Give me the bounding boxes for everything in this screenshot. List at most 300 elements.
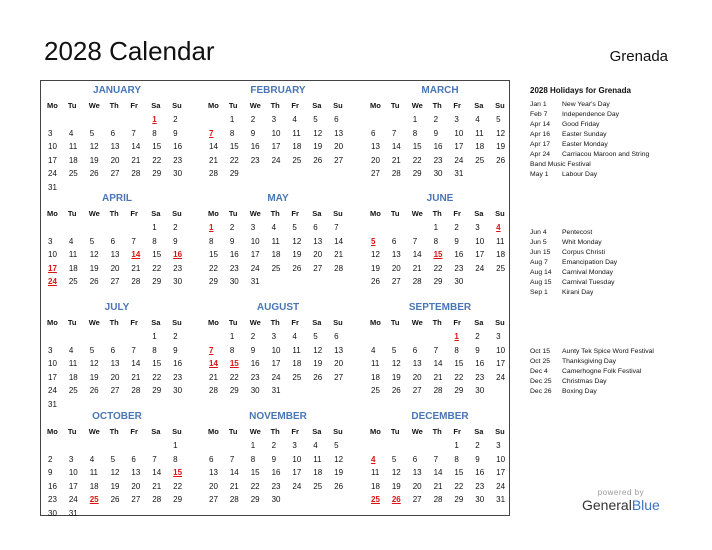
day-cell[interactable]: 15	[250, 468, 260, 477]
day-cell[interactable]: 11	[68, 142, 78, 151]
holiday-day-cell[interactable]: 17	[48, 263, 57, 273]
day-cell[interactable]: 10	[292, 454, 302, 464]
day-cell[interactable]: 4	[271, 223, 277, 232]
holiday-day-cell[interactable]: 14	[209, 359, 218, 368]
day-cell[interactable]: 12	[334, 454, 344, 464]
day-cell[interactable]: 29	[229, 169, 239, 178]
day-cell[interactable]: 7	[433, 454, 439, 464]
day-cell[interactable]: 10	[68, 468, 78, 477]
day-cell[interactable]: 24	[292, 481, 302, 491]
day-cell[interactable]: 26	[371, 277, 380, 286]
day-cell[interactable]: 22	[229, 155, 239, 165]
day-cell[interactable]: 14	[152, 468, 162, 477]
day-cell[interactable]: 1	[433, 223, 439, 232]
day-cell[interactable]: 31	[454, 169, 464, 178]
day-cell[interactable]: 29	[152, 277, 162, 286]
day-cell[interactable]: 17	[68, 481, 78, 491]
day-cell[interactable]: 13	[412, 468, 422, 477]
day-cell[interactable]: 17	[454, 142, 464, 151]
day-cell[interactable]: 20	[313, 250, 323, 259]
day-cell[interactable]: 11	[313, 454, 322, 464]
day-cell[interactable]: 27	[334, 372, 344, 382]
day-cell[interactable]: 19	[110, 481, 120, 491]
day-cell[interactable]: 10	[271, 345, 281, 355]
day-cell[interactable]: 27	[313, 263, 323, 273]
day-cell[interactable]: 11	[271, 236, 280, 246]
day-cell[interactable]: 30	[229, 277, 239, 286]
day-cell[interactable]: 28	[229, 495, 239, 504]
day-cell[interactable]: 22	[454, 372, 464, 382]
day-cell[interactable]: 8	[433, 236, 439, 246]
day-cell[interactable]: 22	[433, 263, 443, 273]
day-cell[interactable]: 16	[475, 468, 485, 477]
day-cell[interactable]: 13	[391, 250, 401, 259]
day-cell[interactable]: 30	[475, 386, 485, 395]
day-cell[interactable]: 26	[292, 263, 302, 273]
day-cell[interactable]: 1	[152, 223, 157, 232]
day-cell[interactable]: 8	[412, 128, 418, 138]
holiday-day-cell[interactable]: 5	[371, 236, 376, 246]
day-cell[interactable]: 22	[173, 481, 183, 491]
day-cell[interactable]: 18	[371, 481, 380, 491]
day-cell[interactable]: 9	[250, 345, 256, 355]
day-cell[interactable]: 25	[313, 481, 323, 491]
day-cell[interactable]: 9	[475, 454, 480, 464]
day-cell[interactable]: 29	[412, 169, 422, 178]
day-cell[interactable]: 14	[131, 142, 141, 151]
day-cell[interactable]: 28	[209, 386, 218, 395]
day-cell[interactable]: 8	[173, 454, 178, 464]
day-cell[interactable]: 2	[250, 332, 256, 341]
day-cell[interactable]: 22	[250, 481, 260, 491]
day-cell[interactable]: 21	[131, 155, 141, 165]
day-cell[interactable]: 20	[371, 155, 380, 165]
day-cell[interactable]: 5	[313, 332, 318, 341]
day-cell[interactable]: 21	[433, 481, 443, 491]
day-cell[interactable]: 13	[371, 142, 380, 151]
day-cell[interactable]: 6	[110, 128, 116, 138]
day-cell[interactable]: 20	[412, 372, 422, 382]
day-cell[interactable]: 12	[89, 142, 99, 151]
day-cell[interactable]: 27	[131, 495, 141, 504]
day-cell[interactable]: 21	[412, 263, 422, 273]
day-cell[interactable]: 31	[271, 386, 281, 395]
day-cell[interactable]: 25	[68, 277, 78, 286]
day-cell[interactable]: 5	[89, 236, 95, 246]
day-cell[interactable]: 5	[391, 345, 397, 355]
day-cell[interactable]: 5	[292, 223, 297, 232]
day-cell[interactable]: 3	[454, 115, 459, 124]
day-cell[interactable]: 8	[229, 128, 235, 138]
day-cell[interactable]: 29	[209, 277, 218, 286]
day-cell[interactable]: 9	[271, 454, 277, 464]
day-cell[interactable]: 20	[412, 481, 422, 491]
day-cell[interactable]: 24	[250, 263, 260, 273]
day-cell[interactable]: 16	[48, 481, 57, 491]
day-cell[interactable]: 13	[334, 128, 344, 138]
day-cell[interactable]: 27	[110, 169, 120, 178]
day-cell[interactable]: 31	[496, 495, 506, 504]
day-cell[interactable]: 22	[152, 263, 162, 273]
day-cell[interactable]: 28	[412, 277, 422, 286]
day-cell[interactable]: 21	[391, 155, 401, 165]
holiday-day-cell[interactable]: 4	[371, 454, 376, 464]
day-cell[interactable]: 10	[48, 250, 57, 259]
day-cell[interactable]: 15	[152, 142, 162, 151]
day-cell[interactable]: 1	[229, 115, 235, 124]
day-cell[interactable]: 16	[250, 142, 260, 151]
day-cell[interactable]: 8	[454, 345, 459, 355]
day-cell[interactable]: 8	[152, 128, 157, 138]
day-cell[interactable]: 11	[292, 128, 301, 138]
holiday-day-cell[interactable]: 1	[152, 115, 157, 124]
day-cell[interactable]: 13	[131, 468, 141, 477]
day-cell[interactable]: 5	[89, 345, 95, 355]
day-cell[interactable]: 24	[454, 155, 464, 165]
day-cell[interactable]: 3	[250, 223, 256, 232]
day-cell[interactable]: 21	[209, 155, 218, 165]
day-cell[interactable]: 3	[475, 223, 480, 232]
day-cell[interactable]: 11	[371, 359, 380, 368]
day-cell[interactable]: 28	[391, 169, 401, 178]
day-cell[interactable]: 12	[371, 250, 380, 259]
day-cell[interactable]: 18	[496, 250, 506, 259]
day-cell[interactable]: 26	[496, 155, 506, 165]
day-cell[interactable]: 29	[250, 495, 260, 504]
day-cell[interactable]: 14	[131, 359, 141, 368]
day-cell[interactable]: 16	[475, 359, 485, 368]
day-cell[interactable]: 18	[313, 468, 323, 477]
day-cell[interactable]: 16	[229, 250, 239, 259]
day-cell[interactable]: 28	[131, 386, 141, 395]
day-cell[interactable]: 24	[475, 263, 485, 273]
day-cell[interactable]: 6	[110, 345, 116, 355]
day-cell[interactable]: 20	[110, 155, 120, 165]
day-cell[interactable]: 13	[110, 359, 120, 368]
day-cell[interactable]: 5	[89, 128, 95, 138]
day-cell[interactable]: 23	[173, 155, 183, 165]
day-cell[interactable]: 8	[454, 454, 459, 464]
day-cell[interactable]: 2	[229, 223, 235, 232]
day-cell[interactable]: 30	[173, 169, 183, 178]
holiday-day-cell[interactable]: 7	[209, 128, 214, 138]
day-cell[interactable]: 23	[229, 263, 239, 273]
day-cell[interactable]: 12	[292, 236, 302, 246]
day-cell[interactable]: 17	[250, 250, 260, 259]
day-cell[interactable]: 14	[433, 468, 443, 477]
day-cell[interactable]: 14	[433, 359, 443, 368]
day-cell[interactable]: 21	[152, 481, 162, 491]
day-cell[interactable]: 16	[433, 142, 443, 151]
day-cell[interactable]: 29	[454, 386, 464, 395]
day-cell[interactable]: 3	[48, 236, 53, 246]
day-cell[interactable]: 13	[334, 345, 344, 355]
day-cell[interactable]: 5	[313, 115, 318, 124]
day-cell[interactable]: 10	[454, 128, 464, 138]
day-cell[interactable]: 18	[371, 372, 380, 382]
day-cell[interactable]: 23	[173, 263, 183, 273]
day-cell[interactable]: 26	[334, 481, 344, 491]
day-cell[interactable]: 23	[475, 481, 485, 491]
day-cell[interactable]: 25	[292, 155, 302, 165]
day-cell[interactable]: 5	[496, 115, 501, 124]
day-cell[interactable]: 30	[173, 277, 183, 286]
day-cell[interactable]: 2	[475, 441, 480, 450]
day-cell[interactable]: 23	[433, 155, 443, 165]
day-cell[interactable]: 1	[152, 332, 157, 341]
day-cell[interactable]: 4	[371, 345, 376, 355]
day-cell[interactable]: 9	[48, 468, 53, 477]
day-cell[interactable]: 24	[48, 169, 57, 178]
day-cell[interactable]: 4	[313, 441, 318, 450]
day-cell[interactable]: 26	[313, 372, 323, 382]
day-cell[interactable]: 6	[412, 454, 418, 464]
day-cell[interactable]: 5	[391, 454, 397, 464]
day-cell[interactable]: 7	[229, 454, 235, 464]
day-cell[interactable]: 18	[89, 481, 99, 491]
day-cell[interactable]: 30	[173, 386, 183, 395]
day-cell[interactable]: 9	[173, 345, 178, 355]
day-cell[interactable]: 25	[271, 263, 281, 273]
day-cell[interactable]: 27	[412, 495, 422, 504]
holiday-day-cell[interactable]: 4	[496, 223, 501, 232]
day-cell[interactable]: 13	[110, 250, 120, 259]
day-cell[interactable]: 7	[412, 236, 418, 246]
holiday-day-cell[interactable]: 15	[433, 250, 443, 259]
day-cell[interactable]: 26	[110, 495, 120, 504]
day-cell[interactable]: 28	[209, 169, 218, 178]
day-cell[interactable]: 3	[48, 128, 53, 138]
day-cell[interactable]: 24	[271, 155, 281, 165]
day-cell[interactable]: 30	[48, 508, 57, 518]
day-cell[interactable]: 2	[48, 454, 53, 464]
day-cell[interactable]: 25	[475, 155, 485, 165]
day-cell[interactable]: 9	[433, 128, 439, 138]
day-cell[interactable]: 12	[89, 359, 99, 368]
day-cell[interactable]: 15	[209, 250, 218, 259]
day-cell[interactable]: 10	[496, 454, 506, 464]
day-cell[interactable]: 16	[250, 359, 260, 368]
day-cell[interactable]: 12	[391, 468, 401, 477]
day-cell[interactable]: 24	[271, 372, 281, 382]
day-cell[interactable]: 29	[152, 386, 162, 395]
day-cell[interactable]: 17	[475, 250, 485, 259]
day-cell[interactable]: 15	[454, 468, 464, 477]
day-cell[interactable]: 8	[250, 454, 256, 464]
day-cell[interactable]: 30	[433, 169, 443, 178]
day-cell[interactable]: 12	[89, 250, 99, 259]
day-cell[interactable]: 19	[391, 372, 401, 382]
day-cell[interactable]: 18	[292, 359, 302, 368]
day-cell[interactable]: 10	[475, 236, 485, 246]
day-cell[interactable]: 11	[89, 468, 99, 477]
day-cell[interactable]: 20	[209, 481, 218, 491]
holiday-day-cell[interactable]: 16	[173, 250, 183, 259]
day-cell[interactable]: 24	[496, 372, 506, 382]
day-cell[interactable]: 9	[250, 128, 256, 138]
day-cell[interactable]: 21	[433, 372, 443, 382]
day-cell[interactable]: 23	[454, 263, 464, 273]
day-cell[interactable]: 28	[433, 386, 443, 395]
day-cell[interactable]: 2	[173, 115, 178, 124]
day-cell[interactable]: 23	[250, 372, 260, 382]
day-cell[interactable]: 25	[68, 169, 78, 178]
day-cell[interactable]: 27	[391, 277, 401, 286]
day-cell[interactable]: 22	[152, 372, 162, 382]
day-cell[interactable]: 18	[68, 155, 78, 165]
day-cell[interactable]: 16	[454, 250, 464, 259]
day-cell[interactable]: 19	[313, 359, 323, 368]
day-cell[interactable]: 19	[89, 372, 99, 382]
day-cell[interactable]: 11	[68, 359, 78, 368]
day-cell[interactable]: 6	[131, 454, 136, 464]
holiday-day-cell[interactable]: 15	[229, 359, 239, 368]
day-cell[interactable]: 10	[250, 236, 260, 246]
day-cell[interactable]: 15	[412, 142, 422, 151]
day-cell[interactable]: 10	[271, 128, 281, 138]
day-cell[interactable]: 4	[475, 115, 480, 124]
day-cell[interactable]: 6	[313, 223, 318, 232]
day-cell[interactable]: 12	[496, 128, 506, 138]
holiday-day-cell[interactable]: 25	[371, 495, 380, 504]
day-cell[interactable]: 23	[271, 481, 281, 491]
day-cell[interactable]: 28	[152, 495, 162, 504]
day-cell[interactable]: 3	[48, 345, 53, 355]
day-cell[interactable]: 3	[271, 115, 277, 124]
day-cell[interactable]: 13	[110, 142, 120, 151]
day-cell[interactable]: 24	[48, 386, 57, 395]
day-cell[interactable]: 15	[229, 142, 239, 151]
day-cell[interactable]: 1	[250, 441, 256, 450]
day-cell[interactable]: 30	[475, 495, 485, 504]
day-cell[interactable]: 11	[475, 128, 484, 138]
day-cell[interactable]: 16	[173, 359, 183, 368]
day-cell[interactable]: 7	[152, 454, 157, 464]
day-cell[interactable]: 17	[496, 468, 506, 477]
day-cell[interactable]: 2	[173, 223, 178, 232]
day-cell[interactable]: 29	[433, 277, 443, 286]
day-cell[interactable]: 28	[334, 263, 344, 273]
day-cell[interactable]: 22	[209, 263, 218, 273]
day-cell[interactable]: 7	[391, 128, 397, 138]
day-cell[interactable]: 4	[68, 128, 74, 138]
day-cell[interactable]: 20	[391, 263, 401, 273]
day-cell[interactable]: 8	[209, 236, 214, 246]
day-cell[interactable]: 8	[152, 236, 157, 246]
day-cell[interactable]: 30	[250, 386, 260, 395]
day-cell[interactable]: 14	[209, 142, 218, 151]
day-cell[interactable]: 21	[209, 372, 218, 382]
day-cell[interactable]: 7	[433, 345, 439, 355]
day-cell[interactable]: 26	[89, 386, 99, 395]
day-cell[interactable]: 11	[496, 236, 505, 246]
day-cell[interactable]: 4	[292, 332, 297, 341]
day-cell[interactable]: 27	[209, 495, 218, 504]
day-cell[interactable]: 14	[334, 236, 344, 246]
day-cell[interactable]: 25	[68, 386, 78, 395]
day-cell[interactable]: 31	[48, 399, 57, 409]
day-cell[interactable]: 21	[131, 372, 141, 382]
day-cell[interactable]: 23	[173, 372, 183, 382]
day-cell[interactable]: 7	[131, 128, 136, 138]
day-cell[interactable]: 30	[271, 495, 281, 504]
day-cell[interactable]: 18	[68, 372, 78, 382]
day-cell[interactable]: 22	[152, 155, 162, 165]
day-cell[interactable]: 15	[152, 359, 162, 368]
day-cell[interactable]: 29	[173, 495, 183, 504]
day-cell[interactable]: 25	[496, 263, 506, 273]
day-cell[interactable]: 7	[131, 236, 136, 246]
day-cell[interactable]: 4	[292, 115, 297, 124]
day-cell[interactable]: 28	[131, 277, 141, 286]
day-cell[interactable]: 25	[292, 372, 302, 382]
day-cell[interactable]: 11	[68, 250, 78, 259]
day-cell[interactable]: 11	[371, 468, 380, 477]
day-cell[interactable]: 22	[412, 155, 422, 165]
day-cell[interactable]: 16	[173, 142, 183, 151]
day-cell[interactable]: 2	[454, 223, 459, 232]
day-cell[interactable]: 10	[48, 142, 57, 151]
day-cell[interactable]: 20	[110, 263, 120, 273]
day-cell[interactable]: 14	[229, 468, 239, 477]
day-cell[interactable]: 5	[334, 441, 339, 450]
holiday-day-cell[interactable]: 1	[209, 223, 214, 232]
day-cell[interactable]: 17	[292, 468, 302, 477]
day-cell[interactable]: 17	[271, 142, 281, 151]
day-cell[interactable]: 28	[131, 169, 141, 178]
day-cell[interactable]: 21	[229, 481, 239, 491]
day-cell[interactable]: 2	[250, 115, 256, 124]
day-cell[interactable]: 3	[68, 454, 74, 464]
day-cell[interactable]: 4	[68, 236, 74, 246]
day-cell[interactable]: 6	[209, 454, 214, 464]
day-cell[interactable]: 14	[391, 142, 401, 151]
day-cell[interactable]: 31	[68, 508, 78, 518]
day-cell[interactable]: 17	[48, 155, 57, 165]
day-cell[interactable]: 12	[313, 128, 323, 138]
day-cell[interactable]: 4	[89, 454, 95, 464]
day-cell[interactable]: 19	[391, 481, 401, 491]
day-cell[interactable]: 20	[110, 372, 120, 382]
day-cell[interactable]: 14	[412, 250, 422, 259]
day-cell[interactable]: 8	[152, 345, 157, 355]
day-cell[interactable]: 20	[131, 481, 141, 491]
day-cell[interactable]: 19	[334, 468, 344, 477]
holiday-day-cell[interactable]: 1	[454, 332, 459, 341]
brand-logo[interactable]	[582, 488, 660, 513]
day-cell[interactable]: 26	[313, 155, 323, 165]
day-cell[interactable]: 3	[496, 441, 501, 450]
day-cell[interactable]: 16	[271, 468, 281, 477]
day-cell[interactable]: 25	[371, 386, 380, 395]
holiday-day-cell[interactable]: 15	[173, 468, 183, 477]
day-cell[interactable]: 26	[89, 169, 99, 178]
day-cell[interactable]: 21	[334, 250, 344, 259]
day-cell[interactable]: 28	[433, 495, 443, 504]
day-cell[interactable]: 31	[48, 182, 57, 192]
day-cell[interactable]: 18	[475, 142, 485, 151]
day-cell[interactable]: 17	[271, 359, 281, 368]
day-cell[interactable]: 7	[334, 223, 339, 232]
day-cell[interactable]: 12	[110, 468, 120, 477]
day-cell[interactable]: 1	[229, 332, 235, 341]
day-cell[interactable]: 10	[496, 345, 506, 355]
day-cell[interactable]: 1	[454, 441, 459, 450]
day-cell[interactable]: 18	[292, 142, 302, 151]
day-cell[interactable]: 3	[271, 332, 277, 341]
day-cell[interactable]: 23	[250, 155, 260, 165]
day-cell[interactable]: 30	[454, 277, 464, 286]
